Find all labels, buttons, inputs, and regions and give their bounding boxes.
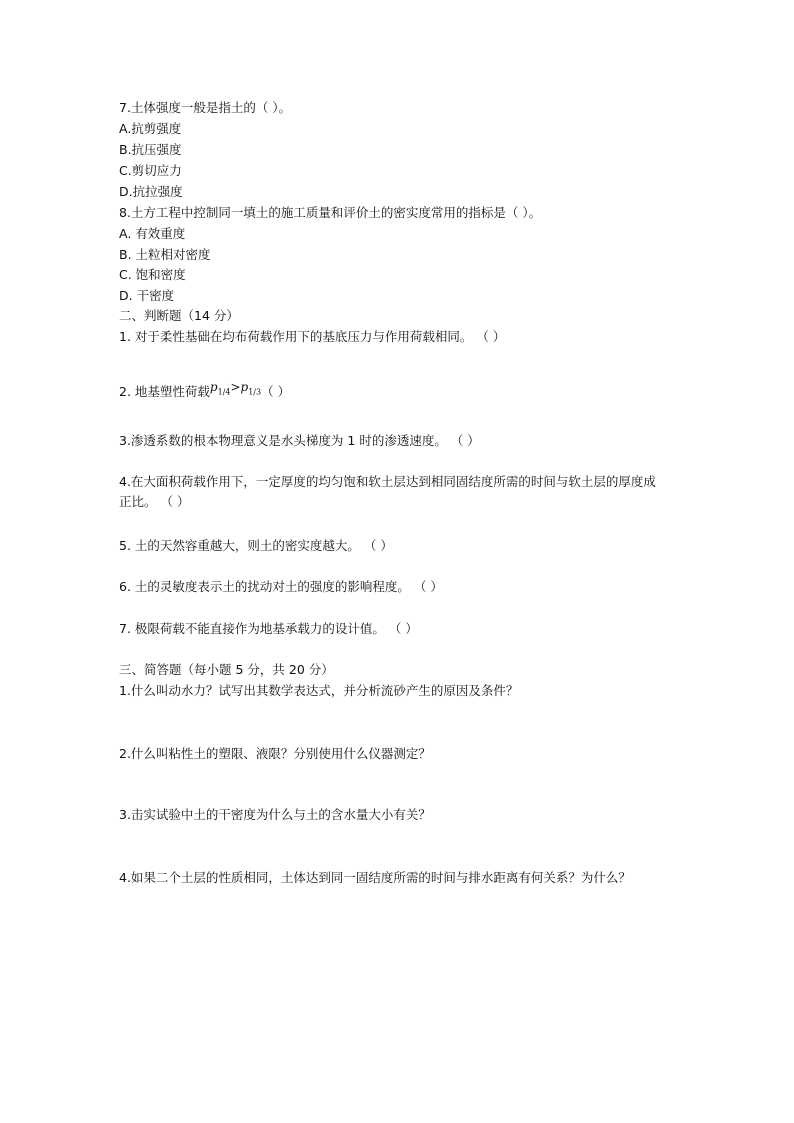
sa-item-2: 2.什么叫粘性土的塑限、液限？分别使用什么仪器测定？ xyxy=(119,746,431,761)
q7-option-a: A.抗剪强度 xyxy=(119,121,182,136)
tf-item-4: 4.在大面积荷载作用下，一定厚度的均匀饱和软土层达到相同固结度所需的时间与软土层的厚度成正比。 （ ） xyxy=(119,474,656,509)
question-7: 7.土体强度一般是指土的（ ）。 xyxy=(119,100,292,115)
tf-item-2-prefix: 2. 地基塑性荷载 xyxy=(119,384,210,399)
plastic-load-formula xyxy=(209,380,262,397)
tf-item-2-suffix: （ ） xyxy=(261,384,291,399)
sa-item-1: 1.什么叫动水力？试写出其数学表达式，并分析流砂产生的原因及条件？ xyxy=(119,683,519,698)
formula-p2: p xyxy=(240,380,249,394)
q8-option-b: B. 土粒相对密度 xyxy=(119,247,211,262)
q7-option-d: D.抗拉强度 xyxy=(119,184,183,199)
q8-option-c: C. 饱和密度 xyxy=(119,267,186,282)
formula-sub2: 1/3 xyxy=(248,387,262,397)
question-8: 8.土方工程中控制同一填土的施工质量和评价土的密实度常用的指标是（ ）。 xyxy=(119,205,542,220)
q8-option-a: A. 有效重度 xyxy=(119,226,186,241)
q8-option-d: D. 干密度 xyxy=(119,288,175,303)
q7-option-b: B.抗压强度 xyxy=(119,142,182,157)
sa-item-3: 3.击实试验中土的干密度为什么与土的含水量大小有关？ xyxy=(119,807,431,822)
formula-gt: > xyxy=(230,380,241,394)
tf-item-3: 3.渗透系数的根本物理意义是水头梯度为 1 时的渗透速度。 （ ） xyxy=(119,433,480,448)
tf-item-7: 7. 极限荷载不能直接作为地基承载力的设计值。 （ ） xyxy=(119,621,418,636)
q7-option-c: C.剪切应力 xyxy=(119,163,182,178)
tf-item-1: 1. 对于柔性基础在均布荷载作用下的基底压力与作用荷载相同。 （ ） xyxy=(119,329,506,344)
sa-item-4: 4.如果二个土层的性质相同，土体达到同一固结度所需的时间与排水距离有何关系？为什么？ xyxy=(119,870,631,885)
tf-item-6: 6. 土的灵敏度表示土的扰动对土的强度的影响程度。 （ ） xyxy=(119,579,443,594)
formula-sub1: 1/4 xyxy=(217,387,231,397)
sa-section-heading: 三、简答题（每小题 5 分，共 20 分） xyxy=(119,662,334,677)
tf-section-heading: 二、判断题（14 分） xyxy=(119,308,239,323)
formula-p1: p xyxy=(209,380,218,394)
tf-item-5: 5. 土的天然容重越大，则土的密实度越大。 （ ） xyxy=(119,538,393,553)
tf-item-2 xyxy=(119,380,291,405)
